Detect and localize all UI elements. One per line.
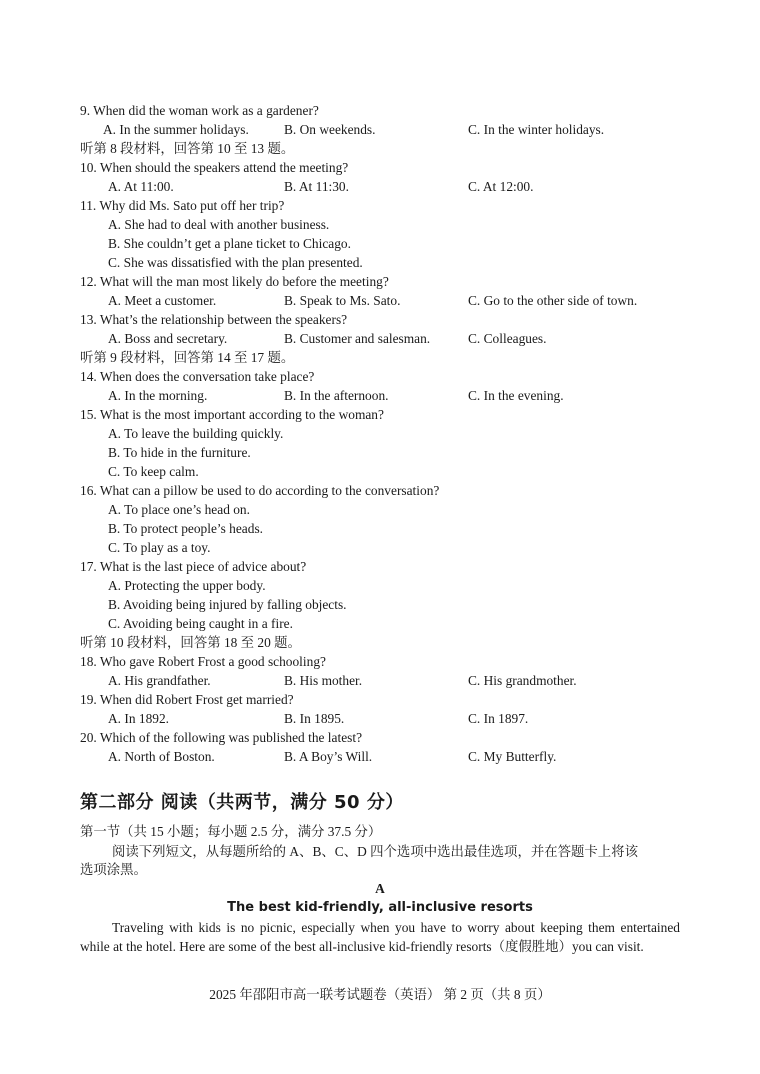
q19-option-c: C. In 1897. <box>468 711 529 726</box>
q9-option-b: B. On weekends. <box>284 122 376 137</box>
q9-option-a: A. In the summer holidays. <box>103 122 249 137</box>
q19-option-b: B. In 1895. <box>284 711 345 726</box>
q14-option-c: C. In the evening. <box>468 388 564 403</box>
passage-letter: A <box>375 881 385 896</box>
q15-option-b: B. To hide in the furniture. <box>108 445 251 460</box>
q9-option-c: C. In the winter holidays. <box>468 122 605 137</box>
q12-option-c: C. Go to the other side of town. <box>468 293 638 308</box>
q20-option-b: B. A Boy’s Will. <box>284 749 373 764</box>
q12-option-b: B. Speak to Ms. Sato. <box>284 293 401 308</box>
q17-option-b: B. Avoiding being injured by falling objects. <box>108 597 347 612</box>
q16-option-c: C. To play as a toy. <box>108 540 211 555</box>
instruction-line-2: 选项涂黑。 <box>80 862 147 877</box>
q11-option-a: A. She had to deal with another business. <box>108 217 330 232</box>
q18-option-a: A. His grandfather. <box>108 673 211 688</box>
part2-title: 第二部分 阅读（共两节，满分 50 分） <box>80 792 404 813</box>
q12-option-a: A. Meet a customer. <box>108 293 217 308</box>
q11-option-b: B. She couldn’t get a plane ticket to Chicago. <box>108 236 351 251</box>
question-15: 15. What is the most important according to the woman? <box>80 407 384 422</box>
q10-option-c: C. At 12:00. <box>468 179 534 194</box>
q15-option-c: C. To keep calm. <box>108 464 199 479</box>
passage-paragraph: Traveling with kids is no picnic, especially when you have to worry about keeping them entertained while at the hotel. Here are some of the best all-inclusive kid-friendly resorts（度假胜地）you can visit. <box>80 920 680 954</box>
question-14: 14. When does the conversation take place? <box>80 369 315 384</box>
q18-option-c: C. His grandmother. <box>468 673 577 688</box>
question-9: 9. When did the woman work as a gardener? <box>80 103 319 118</box>
question-19: 19. When did Robert Frost get married? <box>80 692 294 707</box>
instruction-line-1: 阅读下列短文，从每题所给的 A、B、C、D 四个选项中选出最佳选项，并在答题卡上将该 <box>112 844 638 859</box>
q20-option-a: A. North of Boston. <box>108 749 215 764</box>
q16-option-b: B. To protect people’s heads. <box>108 521 264 536</box>
question-18: 18. Who gave Robert Frost a good schooling? <box>80 654 326 669</box>
q14-option-b: B. In the afternoon. <box>284 388 389 403</box>
question-13: 13. What’s the relationship between the speakers? <box>80 312 348 327</box>
q17-option-a: A. Protecting the upper body. <box>108 578 266 593</box>
passage-title: The best kid-friendly, all-inclusive resorts <box>227 900 533 915</box>
question-20: 20. Which of the following was published the latest? <box>80 730 363 745</box>
q11-option-c: C. She was dissatisfied with the plan presented. <box>108 255 363 270</box>
section1-heading: 第一节（共 15 小题；每小题 2.5 分，满分 37.5 分） <box>80 824 382 839</box>
listening-note-9: 听第 9 段材料，回答第 14 至 17 题。 <box>80 350 295 365</box>
question-17: 17. What is the last piece of advice about? <box>80 559 307 574</box>
question-10: 10. When should the speakers attend the meeting? <box>80 160 349 175</box>
q14-option-a: A. In the morning. <box>108 388 208 403</box>
q20-option-c: C. My Butterfly. <box>468 749 557 764</box>
question-11: 11. Why did Ms. Sato put off her trip? <box>80 198 285 213</box>
page-footer: 2025 年邵阳市高一联考试题卷（英语） 第 2 页（共 8 页） <box>209 987 551 1002</box>
q10-option-a: A. At 11:00. <box>108 179 174 194</box>
q13-option-b: B. Customer and salesman. <box>284 331 431 346</box>
q18-option-b: B. His mother. <box>284 673 363 688</box>
q13-option-a: A. Boss and secretary. <box>108 331 228 346</box>
q17-option-c: C. Avoiding being caught in a fire. <box>108 616 293 631</box>
q19-option-a: A. In 1892. <box>108 711 169 726</box>
question-16: 16. What can a pillow be used to do according to the conversation? <box>80 483 440 498</box>
listening-note-8: 听第 8 段材料，回答第 10 至 13 题。 <box>80 141 295 156</box>
q10-option-b: B. At 11:30. <box>284 179 349 194</box>
q15-option-a: A. To leave the building quickly. <box>108 426 284 441</box>
listening-note-10: 听第 10 段材料，回答第 18 至 20 题。 <box>80 635 301 650</box>
question-12: 12. What will the man most likely do before the meeting? <box>80 274 389 289</box>
q13-option-c: C. Colleagues. <box>468 331 547 346</box>
q16-option-a: A. To place one’s head on. <box>108 502 250 517</box>
